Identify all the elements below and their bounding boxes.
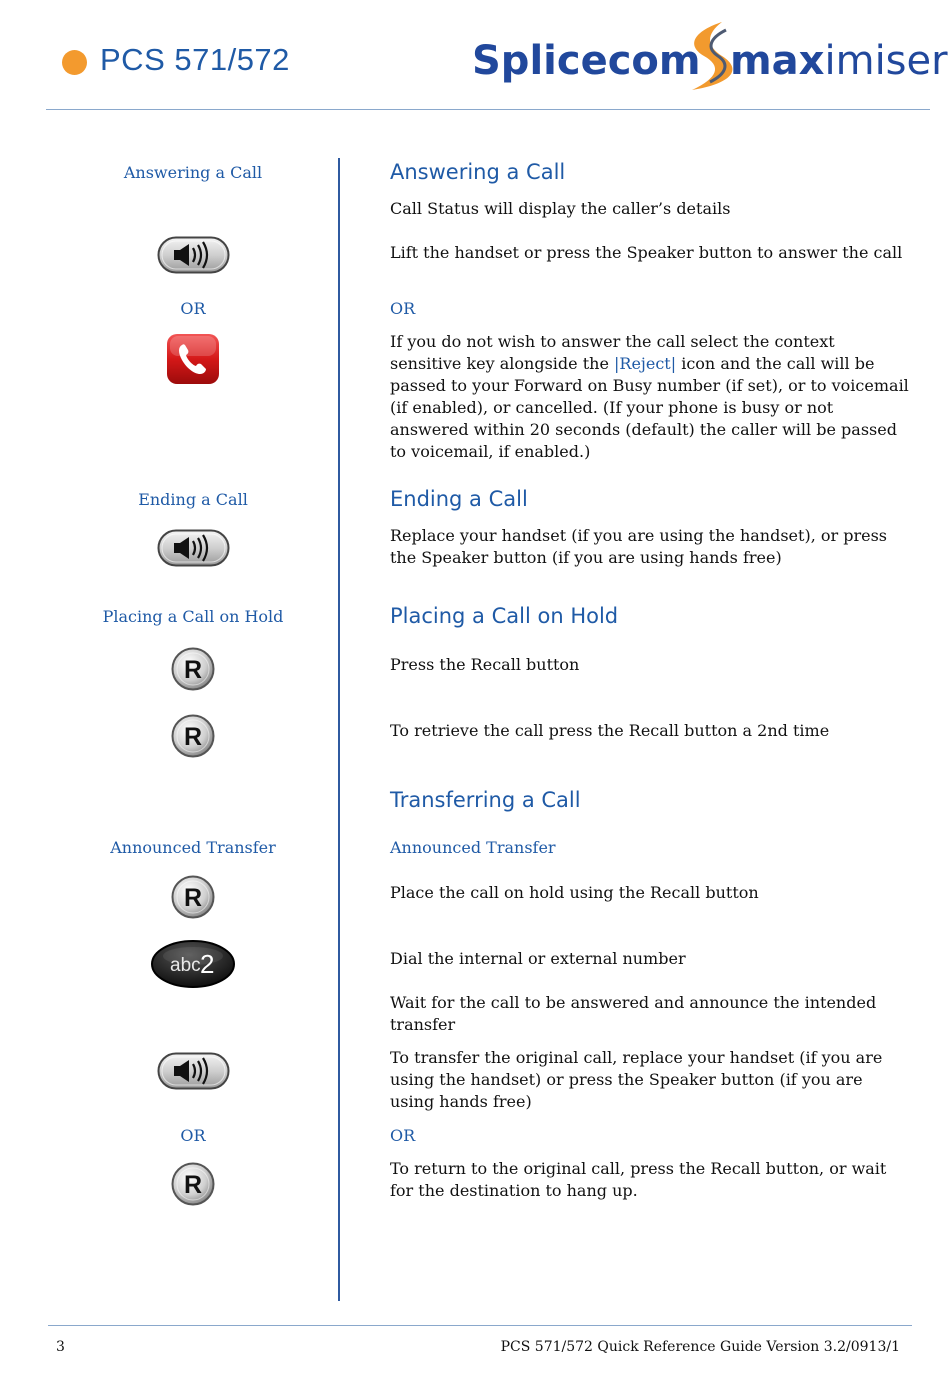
transfer-text-4: To transfer the original call, replace your handset (if you are using the handset) or press the Speaker button (if you are using hands free)	[390, 1048, 883, 1111]
answering-text-3: If you do not wish to answer the call select the context sensitive key alongside the |Reject| icon and the call will be passed to your Forward on Busy number (if set), or to voicemail (if enabled), or cancelled. (If your phone is busy or not answered within 20 seconds (default) the caller will be passed to voicemail, if enabled.)	[390, 332, 909, 461]
heading-answering-a-call: Answering a Call	[390, 160, 566, 184]
left-label-or: OR	[180, 299, 206, 318]
left-label-or: OR	[180, 1126, 206, 1145]
left-label-answering: Answering a Call	[123, 163, 263, 182]
recall-button-icon	[171, 647, 215, 691]
logo-text-right: maximiser	[730, 38, 948, 84]
transfer-text-3: Wait for the call to be answered and announce the intended transfer	[390, 993, 877, 1034]
splicecom-maximiser-logo	[472, 12, 948, 98]
svg-text:R: R	[183, 656, 203, 684]
answering-text-2: Lift the handset or press the Speaker button to answer the call	[390, 243, 903, 262]
speaker-button-icon	[157, 529, 231, 567]
ending-text-1: Replace your handset (if you are using the handset), or press the Speaker button (if you are using hands free)	[390, 526, 888, 567]
left-label-announced-transfer: Announced Transfer	[110, 838, 276, 857]
svg-text:R: R	[183, 1171, 203, 1199]
answering-text-1: Call Status will display the caller’s details	[390, 199, 731, 218]
transfer-text-1: Place the call on hold using the Recall button	[390, 883, 759, 902]
answering-or: OR	[390, 299, 416, 318]
footer-divider	[48, 1325, 912, 1326]
svg-text:abc: abc	[170, 955, 201, 976]
transfer-text-2: Dial the internal or external number	[390, 949, 686, 968]
svg-text:2: 2	[200, 949, 215, 979]
heading-ending-a-call: Ending a Call	[390, 487, 528, 511]
left-label-ending: Ending a Call	[138, 490, 248, 509]
reject-phone-icon	[166, 333, 220, 385]
heading-transferring-a-call: Transferring a Call	[390, 788, 581, 812]
recall-button-icon	[171, 714, 215, 758]
transfer-subheading: Announced Transfer	[390, 838, 556, 857]
recall-button-icon	[171, 875, 215, 919]
hold-text-1: Press the Recall button	[390, 655, 580, 674]
speaker-button-icon	[157, 1052, 231, 1090]
page-title: PCS 571/572	[100, 42, 290, 77]
speaker-button-icon	[157, 236, 231, 274]
orange-dot-icon	[62, 50, 87, 75]
left-label-hold: Placing a Call on Hold	[102, 607, 284, 626]
page-number: 3	[56, 1339, 65, 1355]
logo-text-left: Splicecom	[472, 38, 701, 84]
reject-key-label: |Reject|	[614, 354, 677, 373]
hold-text-2: To retrieve the call press the Recall button a 2nd time	[390, 721, 830, 740]
keypad-2-abc-icon	[150, 939, 236, 989]
svg-text:R: R	[183, 884, 203, 912]
heading-placing-a-call-on-hold: Placing a Call on Hold	[390, 604, 619, 628]
transfer-or: OR	[390, 1126, 416, 1145]
svg-text:R: R	[183, 723, 203, 751]
recall-button-icon	[171, 1162, 215, 1206]
footer-document-info: PCS 571/572 Quick Reference Guide Version 3.2/0913/1	[500, 1339, 900, 1355]
transfer-text-5: To return to the original call, press the Recall button, or wait for the destination to hang up.	[390, 1159, 887, 1200]
header-divider	[46, 109, 930, 110]
